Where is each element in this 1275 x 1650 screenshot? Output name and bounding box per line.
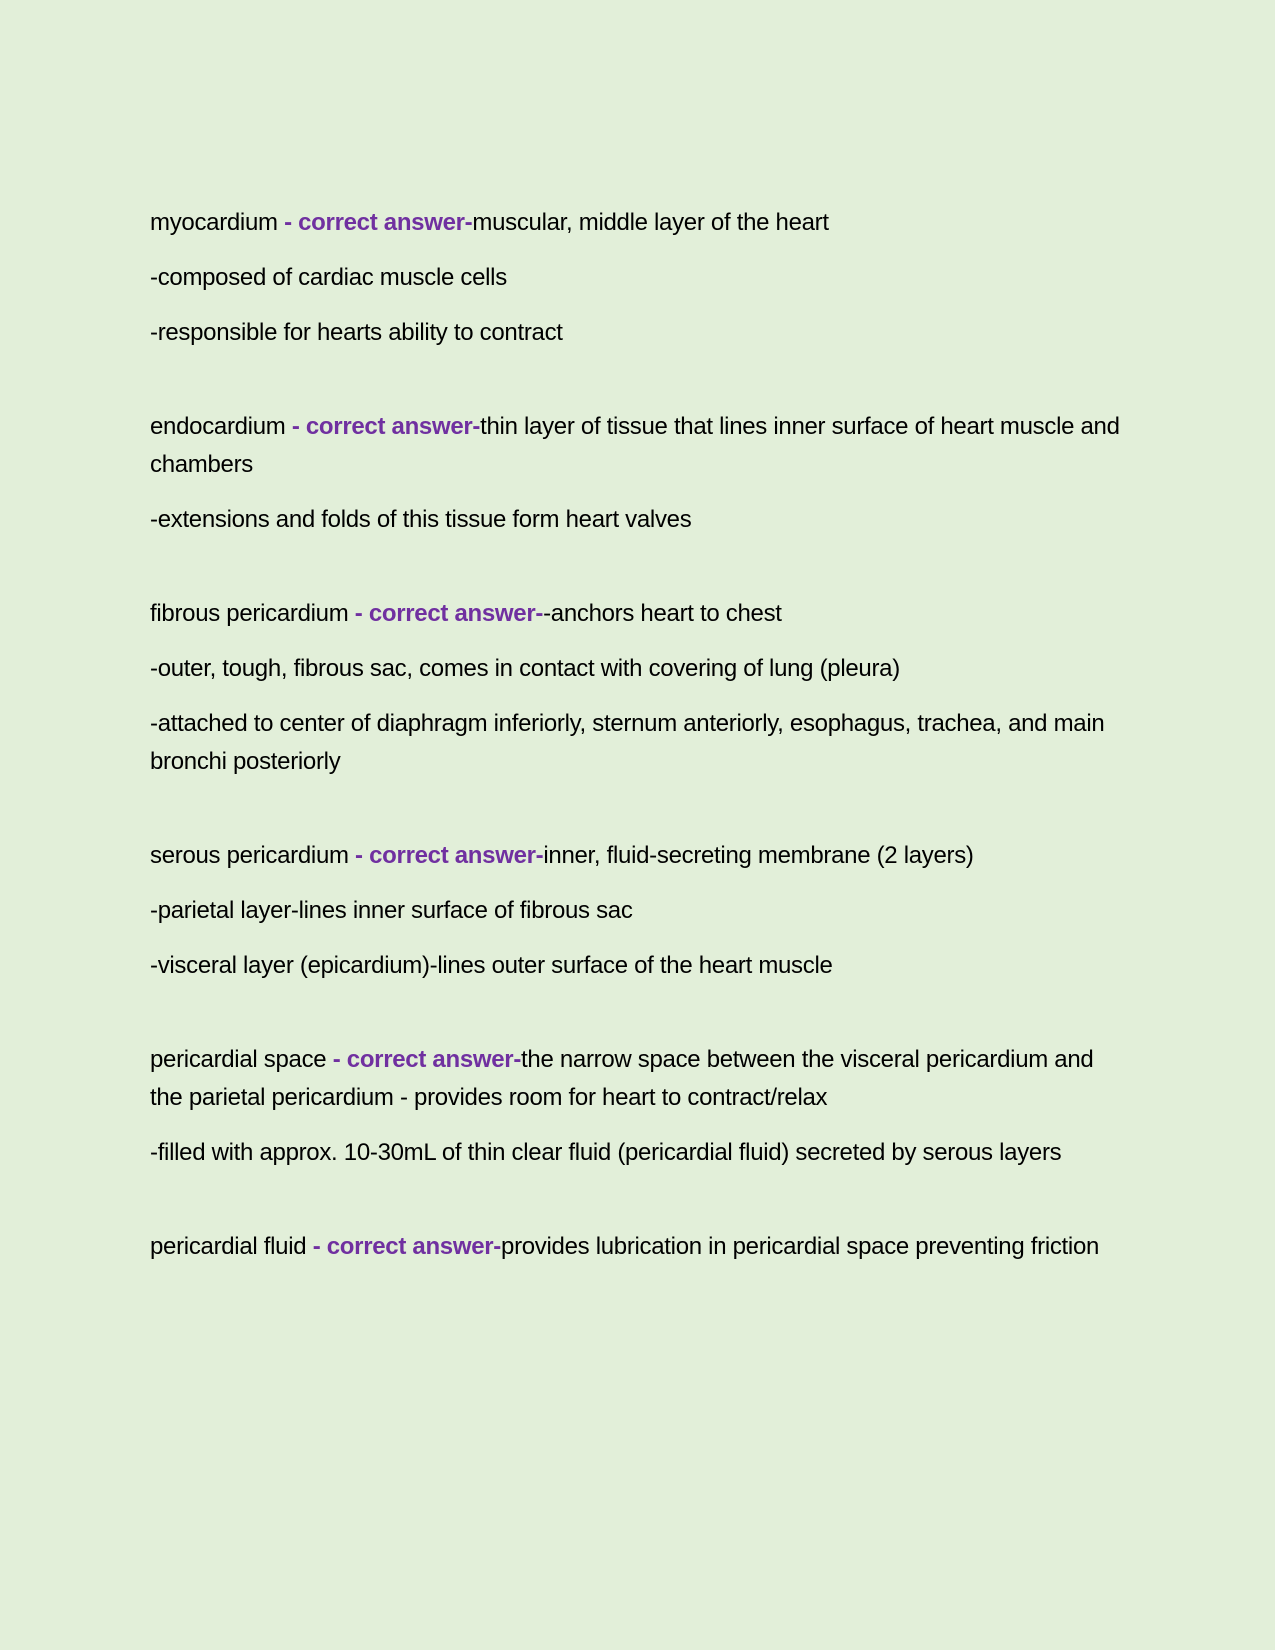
card-note: -extensions and folds of this tissue form heart valves — [150, 506, 692, 533]
card-main — [150, 595, 1130, 633]
definition: muscular, middle layer of the heart — [472, 209, 829, 236]
term: myocardium — [150, 209, 278, 236]
answer-separator: - correct answer- — [306, 1233, 502, 1260]
card-main — [150, 837, 1130, 875]
term: endocardium — [150, 413, 286, 440]
definition: -anchors heart to chest — [543, 600, 782, 627]
flashcard-pericardial-space — [150, 1041, 1130, 1172]
card-main — [150, 1228, 1130, 1266]
flashcard-fibrous-pericardium — [150, 595, 1130, 781]
flashcard-myocardium — [150, 204, 1130, 352]
card-main — [150, 204, 1130, 242]
answer-separator: - correct answer- — [326, 1046, 522, 1073]
definition: thin layer of tissue that lines inner surface of heart muscle and chambers — [150, 413, 1120, 478]
term: pericardial fluid — [150, 1233, 307, 1260]
flashcard-pericardial-fluid — [150, 1228, 1130, 1266]
card-note: -attached to center of diaphragm inferiorly, sternum anteriorly, esophagus, trachea, and main bronchi posteriorly — [150, 710, 1105, 775]
card-note: -parietal layer-lines inner surface of fibrous sac — [150, 897, 633, 924]
answer-separator: - correct answer- — [285, 413, 481, 440]
definition: provides lubrication in pericardial space preventing friction — [501, 1233, 1100, 1260]
definition: inner, fluid-secreting membrane (2 layers) — [543, 842, 974, 869]
card-note: -responsible for hearts ability to contract — [150, 319, 563, 346]
card-note: -outer, tough, fibrous sac, comes in contact with covering of lung (pleura) — [150, 655, 900, 682]
card-main — [150, 408, 1130, 484]
card-note: -visceral layer (epicardium)-lines outer surface of the heart muscle — [150, 952, 833, 979]
term: fibrous pericardium — [150, 600, 349, 627]
term: pericardial space — [150, 1046, 327, 1073]
document-page — [150, 204, 1130, 1322]
card-note: -filled with approx. 10-30mL of thin clear fluid (pericardial fluid) secreted by serous layers — [150, 1139, 1062, 1166]
answer-separator: - correct answer- — [348, 842, 544, 869]
card-note: -composed of cardiac muscle cells — [150, 264, 507, 291]
flashcard-endocardium — [150, 408, 1130, 539]
term: serous pericardium — [150, 842, 349, 869]
card-main — [150, 1041, 1130, 1117]
answer-separator: - correct answer- — [348, 600, 544, 627]
flashcard-serous-pericardium — [150, 837, 1130, 985]
answer-separator: - correct answer- — [277, 209, 473, 236]
definition: the narrow space between the visceral pericardium and the parietal pericardium - provides room for heart to contract/relax — [150, 1046, 1094, 1111]
